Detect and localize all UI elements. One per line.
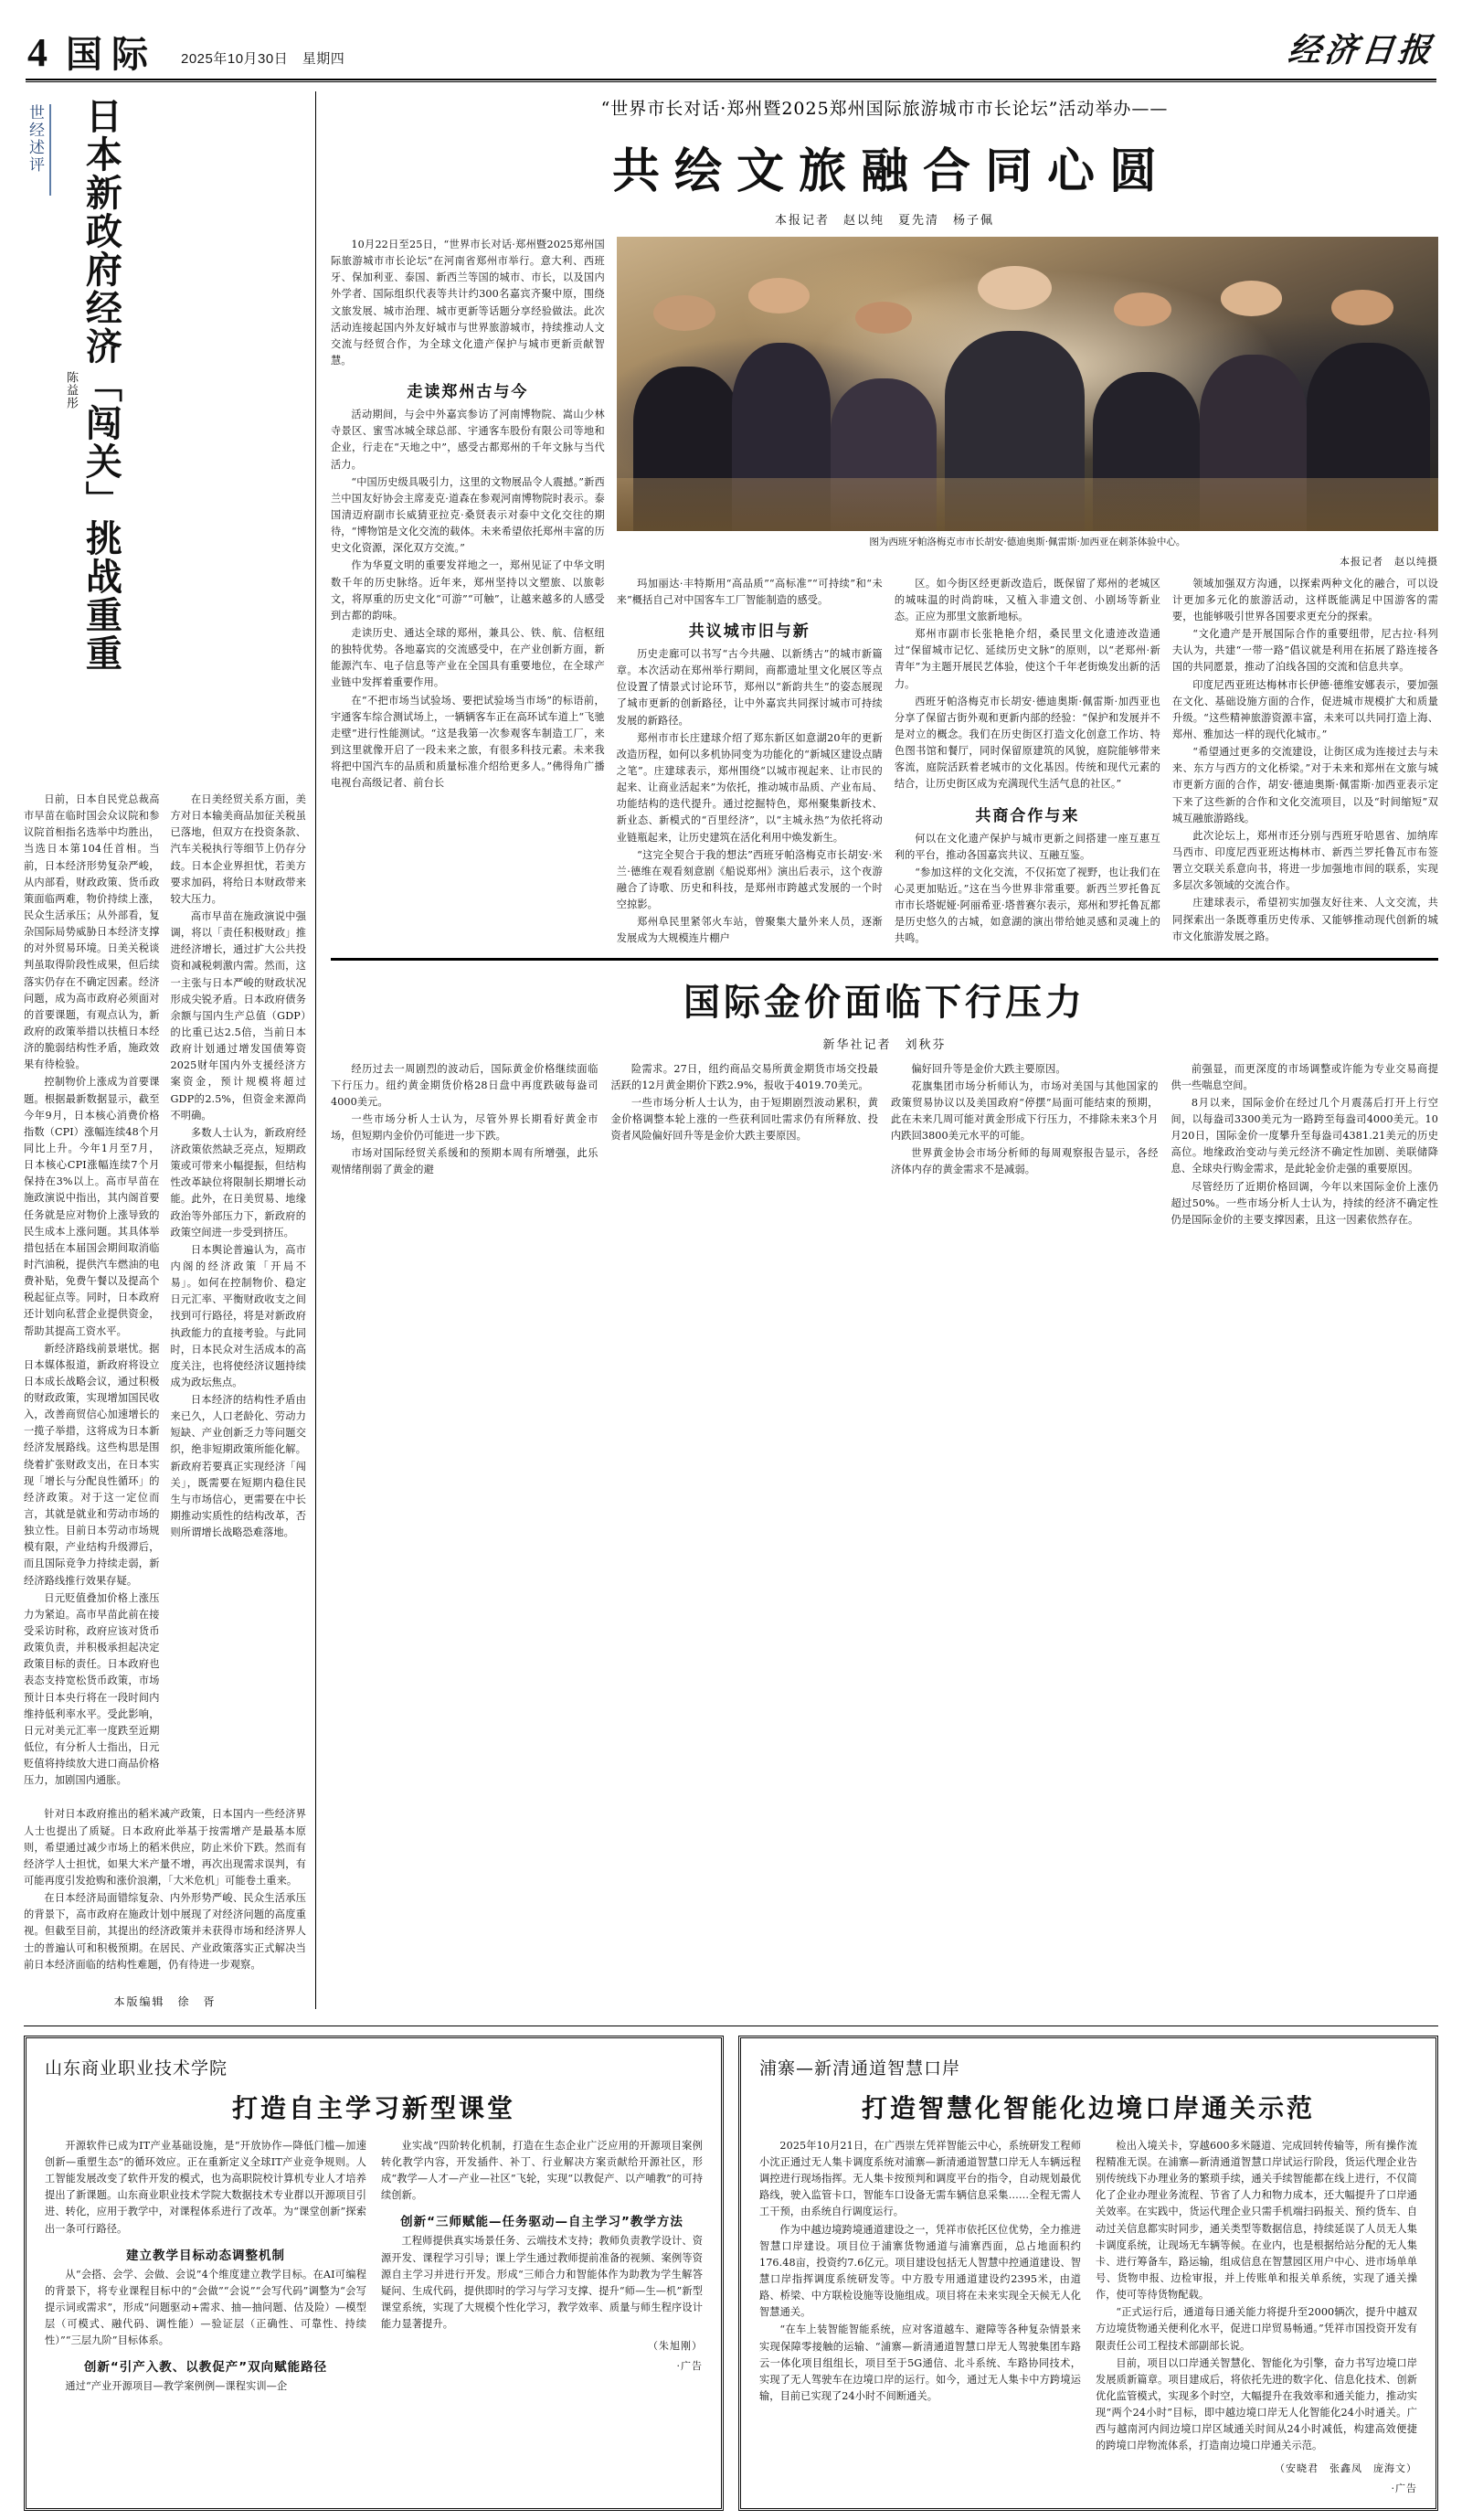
- paragraph: 作为中越边境跨境通道建设之一，凭祥市依托区位优势，全力推进智慧口岸建设。项目位于浦寨货物通道与浦寨西面，总占地面积约176.48亩，投资约7.6亿元。项目建设包括无人智慧中控通道建设、智慧口岸指挥调度系统研发等。中方股专用通道建设约2395米，由道路、桥梁、中方联检设施等设施组成。项目将在未来实现全天候无人化智慧通关。: [759, 2223, 1081, 2319]
- ad-2-ad-mark: ·广告: [1391, 2482, 1417, 2494]
- feature-column-3: [895, 576, 1160, 949]
- gold-column-2: [611, 1061, 879, 1229]
- photo-face: [653, 295, 715, 331]
- paragraph: 玛加丽达·丰特斯用“高品质”“高标准”“可持续”和“未来”概括自己对中国客车工厂智能制造的感受。: [616, 577, 883, 606]
- paragraph: 控制物价上涨成为首要课题。根据最新数据显示，截至今年9月，日本核心消费价格指数（CPI）涨幅连续48个月同比上升。今年1月至7月，日本核心CPI涨幅连续7个月保持在3%以上。高市早苗在施政演说中指出，其内阁首要任务就是应对物价上涨导致的民生成本上涨问题。其具体举措包括在本届国会期间取消临时汽油税，提供汽车燃油的电费补贴，免费午餐以及提高个税起征点等。同时，日本政府还计划向私营企业提供资金，帮助其提高工资水平。: [24, 1076, 160, 1337]
- paragraph: 领域加强双方沟通，以探索两种文化的融合，可以设计更加多元化的旅游活动，这样既能满足中国游客的需要，也能够吸引世界各国要求更充分的探索。: [1171, 577, 1438, 623]
- gold-column-1: [331, 1061, 599, 1229]
- paragraph: 区。如今街区经更新改造后，既保留了郑州的老城区的城味温的时尚韵味，又植入非遗文创、小剧场等新业态。正应为那里文旅新地标。: [894, 577, 1160, 623]
- paragraph: 日前，日本自民党总裁高市早苗在临时国会众议院和参议院首相指名选举中均胜出，当选日本第104任首相。当前，日本经济形势复杂严峻，从内部看，财政政策、货币政策面临两难，物价持续上涨，民众生活承压；从外部看，复杂国际局势威胁日本经济支撑的对外贸易环境。日美关税谈判虽取得阶段性成果，但后续落实仍存在不确定因素。经济问题，成为高市政府必须面对的首要课题，有观点认为，新政府的政策举措以扶植日本经济的脆弱结构性矛盾，施政效果有待检验。: [24, 793, 160, 1071]
- feature-photo-caption: 图为西班牙帕洛梅克市市长胡安·德迪奥斯·佩雷斯·加西亚在刺茶体验中心。: [869, 537, 1186, 548]
- paragraph: 从“会搭、会学、会做、会说”4个维度建立教学目标。在AI可编程的背景下，将专业课程目标中的“会做”“会说”“会写代码”调整为“会写提示词或需求”，形成“问题驱动+需求、抽—抽问题、估及险）—模型层（可模式、融代码、调性能）—验证层（正确性、可靠性、持续性）”“三层九阶”目标体系。: [45, 2268, 366, 2347]
- gold-price-article: [331, 958, 1438, 1229]
- photo-face: [855, 302, 913, 334]
- paragraph: 日元贬值叠加价格上涨压力为紧迫。高市早苗此前在接受采访时称，政府应该对货币政策负责，并积极承担起决定政策目标的责任。日本政府也表态支持宽松货币政策，市场预计日本央行将在一段时间内维持低利率水平。受此影响，日元对美元汇率一度跌至近期低位，有分析人士指出，日元贬值将持续放大进口商品价格压力，加剧国内通胀。: [24, 1591, 160, 1787]
- ad-2-kicker: 浦寨—新清通道智慧口岸: [759, 2057, 961, 2079]
- paragraph: 工程师提供真实场景任务、云端技术支持；教师负责教学设计、资源开发、课程学习引导；课上学生通过教师提前准备的视频、案例等资源自主学习并进行开发。形成“三师合力和智能体作为助教为学生解答疑问、生成代码，提供即时的学习与学习支撑、提升“师—生—机”新型课堂系统，实现了大规模个性化学习，教学效率、质量与师生程序设计能力显著提升。: [381, 2235, 703, 2331]
- paragraph: 此次论坛上，郑州市还分别与西班牙哈恩省、加纳库马西市、印度尼西亚班达梅林市、新西兰罗托鲁瓦市布签署立交联关系意向书，将进一步加强地市间的联系，实现多层次多领域的交流合作。: [1171, 829, 1438, 892]
- paragraph: 在“不把市场当试验场、要把试验场当市场”的标语前，宇通客车综合测试场上，一辆辆客车正在高环试车道上“飞驰走壁”进行性能测试。“这是我第一次参观客车制造工厂，来到这里就像开启了一段未来之旅，有很多科技元素。未来我将把中国汽车的品质和质量标准介绍给更多人。”佛得角广播电视台高级记者、前台长: [331, 694, 605, 790]
- paragraph: 一些市场分析人士认为，尽管外界长期看好黄金市场，但短期内金价仍可能进一步下跌。: [331, 1112, 599, 1143]
- paragraph: 郑州阜民里紧邻火车站，曾聚集大量外来人员，逐渐发展成为大规模连片棚户: [616, 916, 883, 945]
- paragraph: 活动期间，与会中外嘉宾参访了河南博物院、嵩山少林寺景区、蜜雪冰城全球总部、宇通客车股份有限公司等地和企业，行走在“天地之中”，感受古都郑州的千年文脉与当代活力。: [331, 409, 605, 471]
- column-tag: 世经述评: [24, 104, 51, 196]
- paragraph: 前强显，而更深度的市场调整或许能为专业交易商提供一些喘息空间。: [1171, 1062, 1438, 1091]
- gold-column-3: [891, 1061, 1159, 1229]
- paragraph: 开源软件已成为IT产业基础设施，是“开放协作—降低门槛—加速创新—重塑生态”的循环效应。正在重新定义全球IT产业竞争规则。人工智能发展改变了软件开发的模式，也为高职院校计算机专业人才培养提出了新课题。山东商业职业技术学院大数据技术专业群以开源项目引进、转化，应用于教学中，对课程体系进行了改革。为“课堂创新”探索出一条可行路径。: [45, 2139, 366, 2235]
- feature-headline: 共绘文旅融合同心圆: [611, 144, 1171, 199]
- section-name: 国际: [66, 33, 157, 76]
- ad-1-subheading-2: 创新“引产入教、以教促产”双向赋能路径: [83, 2360, 328, 2376]
- masthead: [24, 16, 1438, 76]
- ad-1-subheading-1: 建立教学目标动态调整机制: [126, 2248, 285, 2263]
- paragraph: 险需求。27日，纽约商品交易所黄金期货市场交投最活跃的12月黄金期价下跌2.9%，报收于4019.70美元。: [610, 1062, 878, 1091]
- feature-column-2: [617, 576, 883, 949]
- commentary-headline: 日本新政府经济「闯关」挑战重重: [79, 97, 123, 673]
- feature-photo: [617, 237, 1438, 531]
- paragraph: “正式运行后，通道每日通关能力将提升至2000辆次，提升中越双方边境货物通关便利化水平，促进口岸贸易畅通。”凭祥市国投资开发有限责任公司工程技术部副部长说。: [1096, 2306, 1417, 2352]
- page-editor-credit: 本版编辑 徐 胥: [113, 1994, 217, 2008]
- commentary-byline: 陈益彤: [63, 371, 78, 409]
- ad-1-title: 打造自主学习新型课堂: [231, 2092, 515, 2123]
- paragraph: “在车上装智能智能系统，应对客道越车、避障等各种复杂情景来实现保障零接触的运输、“浦寨—新清通道智慧口岸无人驾驶集团车路云一体化项目组组长，项目至于5G通信、北斗系统、车路协同技术，实现了无人驾驶车在边境口岸的运行。如今，通过无人集卡中方跨境运输，目前已实现了24小时不间断通关。: [759, 2323, 1081, 2402]
- ad-1-columns: [45, 2138, 703, 2397]
- ad-2-column-right: [1096, 2138, 1417, 2495]
- photo-face: [748, 278, 810, 314]
- gold-headline: 国际金价面临下行压力: [683, 981, 1086, 1024]
- paragraph: 日本舆论普遍认为，高市内阁的经济政策「开局不易」。如何在控制物价、稳定日元汇率、平衡财政收支之间找到可行路径，将是对新政府执政能力的直接考验。与此同时，日本民众对生活成本的高度关注，也将使经济议题持续成为政坛焦点。: [170, 1243, 306, 1388]
- ad-1-kicker: 山东商业职业技术学院: [45, 2057, 228, 2079]
- paragraph: 市场对国际经贸关系缓和的预期本周有所增强，此乐观情绪削弱了黄金的避: [331, 1147, 599, 1176]
- ad-1-column-right: [381, 2138, 703, 2397]
- paragraph: 郑州市副市长张艳艳介绍，桑民里文化遗迹改造通过“保留城市记忆、延续历史文脉”的原则，以“老郑州·新青年”为主题开展民艺体验，使这个千年老街焕发出新的活力。: [894, 628, 1160, 690]
- paragraph: 庄建球表示，希望初实加强友好往来、人文交流，共同探索出一条既尊重历史传承、又能够推动现代创新的城市文化旅游发展之路。: [1171, 897, 1438, 942]
- paragraph: 目前，项目以口岸通关智慧化、智能化为引擎，奋力书写边境口岸发展质新篇章。项目建成后，将依托先进的数字化、信息化技术、创新优化监管模式，实现多个时空，大幅提升在我效率和通关能力，推动实现“两个24小时”目标，即中越边境口岸无人化智能化24小时通关。广西与越南河内间边境口岸区域通关时间从24小时减低，构建高效便捷的跨境口岸物流体系，打造南边境口岸通关示范。: [1096, 2356, 1417, 2452]
- feature-column-4: [1172, 576, 1438, 949]
- paragraph: 一些市场分析人士认为，由于短期剧烈波动累积，黄金价格调整本轮上涨的一些获利回吐需求仍有所释放、投资者风险偏好回升等是金价大跌主要原因。: [610, 1096, 878, 1143]
- paragraph: 新经济路线前景堪忧。据日本媒体报道，新政府将设立日本成长战略会议，通过积极的财政政策，实现增加国民收入，改善商贸信心加速增长的一揽子举措，这将成为日本新经济发展路线。这些构思是围绕着扩张财政支出，在日本实现「增长与分配良性循环」的经济政策。对于这一定位而言，其就是就业和劳动市场的独立性。目前日本劳动市场规模有限，产业结构升级滞后，而且国际竞争力持续走弱，新经济路线推行效果存疑。: [24, 1342, 160, 1587]
- paragraph: 西班牙帕洛梅克市长胡安·德迪奥斯·佩雷斯·加西亚也分享了保留古街外观和更新内部的经验：“保护和发展并不是对立的概念。我们在历史街区打造文化创意工作坊、特色图书馆和餐厅，同时保留原建筑的风貌，庭院能够带来客流，庭院活跃着老城市的文化基因。传统和现代元素的结合，让历史街区成为充满现代生活气息的社区。”: [894, 695, 1160, 791]
- paragraph: 针对日本政府推出的稻米减产政策，日本国内一些经济界人士也提出了质疑。日本政府此举基于按需增产是最基本原则，希望通过减少市场上的稻米供应，防止米价下跌。然而有经济学人士担忧，如果大米产量不增，再次出现需求误判，有可能再度引发抢购和涨价浪潮，「大米危机」可能卷土重来。: [24, 1808, 306, 1887]
- photo-face: [1331, 290, 1393, 325]
- advertisement-2: [738, 2036, 1438, 2511]
- paragraph: 经历过去一周剧烈的波动后，国际黄金价格继续面临下行压力。纽约黄金期货价格28日盘中再度跌破每盎司4000美元。: [331, 1062, 599, 1108]
- gold-column-4: [1171, 1061, 1439, 1229]
- paragraph: “中国历史级具吸引力，这里的文物展品令人震撼。”新西兰中国友好协会主席麦克·道森在参观河南博物院时表示。泰国清迈府副市长威猜亚拉克·桑贤表示对泰中文化交往的期待，“博物馆是文化交流的载体。未来希望依托郑州丰富的历史文化资源，深化双方交流。”: [331, 475, 605, 555]
- paragraph: 在日本经济局面错综复杂、内外形势严峻、民众生活承压的背景下，高市政府在施政计划中展现了对经济问题的高度重视。但截至目前，其提出的经济政策并未获得市场和经济界人士的普遍认可和积极预期。在居民、产业政策落实正式解决当前日本经济面临的结构性难题，仍有待进一步观察。: [24, 1892, 306, 1971]
- feature-subheading-1: 走读郑州古与今: [407, 383, 529, 402]
- ad-2-columns: [759, 2138, 1417, 2495]
- paragraph: “参加这样的文化交流，不仅拓宽了视野，也让我们在心灵更加贴近。”这在当今世界非常重要。新西兰罗托鲁瓦市市长塔妮娅·阿丽希亚·塔普赛尔表示，郑州和罗托鲁瓦都是历史悠久的古城，如意湖的演出带给她灵感和灵魂上的共鸣。: [894, 866, 1160, 945]
- paragraph: “希望通过更多的交流建设，让街区成为连接过去与未来、东方与西方的文化桥梁。”对于未来和郑州在文旅与城市更新方面的合作，胡安·德迪奥斯·佩雷斯·加西亚表示定下来了这些新的合作和文化交流项目，以及“时间缩短”双城互融旅游路线。: [1171, 746, 1438, 824]
- gold-byline: 新华社记者 刘秋芬: [822, 1037, 947, 1052]
- paragraph: 业实战”四阶转化机制，打造在生态企业广泛应用的开源项目案例转化教学内容，开发插件、补丁、行业解决方案贡献给开源社区，形成“教学—人才—产业—社区”飞轮，实现“以教促产、以产哺教”的可持续创新。: [381, 2139, 703, 2202]
- feature-subheading-2: 共议城市旧与新: [688, 622, 810, 642]
- paragraph: 尽管经历了近期价格回调，今年以来国际金价上涨仍超过50%。一些市场分析人士认为，持续的经济不确定性仍是国际金价的主要支撑因素，且这一因素依然存在。: [1171, 1180, 1438, 1226]
- paragraph: “文化遗产是开展国际合作的重要纽带，尼古拉·科列夫认为，共建“一带一路”倡议就是利用在拓展了路连接各国的共同愿景，推动了泊线各国的交流和信息共享。: [1171, 628, 1438, 674]
- feature-column-1: [331, 237, 605, 949]
- ad-1-subheading-3: 创新“三师赋能—任务驱动—自主学习”教学方法: [400, 2215, 683, 2230]
- ad-1-footer-credit: （朱旭刚）: [648, 2340, 703, 2353]
- advertisement-1: [24, 2036, 724, 2511]
- paragraph: 高市早苗在施政演说中强调，将以「责任积极财政」推进经济增长，通过扩大公共投资和减税刺激内需。然而，这一主张与日本严峻的财政状况形成尖锐矛盾。日本政府债务余额与国内生产总值（GDP）的比重已达2.5倍，当前日本政府计划通过增发国债筹资2025财年国内外支援经济方案资金，预计规模将超过GDP的2.5%，但资金来源尚不明确。: [170, 909, 306, 1122]
- photo-face: [1114, 292, 1171, 326]
- commentary-columns: [24, 792, 306, 1790]
- issue-date: 2025年10月30日 星期四: [181, 51, 345, 67]
- paragraph: 通过“产业开源项目—教学案例例—课程实训—企: [65, 2380, 288, 2393]
- paragraph: 花旗集团市场分析师认为，市场对美国与其他国家的政策贸易协议以及美国政府“停摆”局面可能结束的预期，此在未来几周可能对黄金形成下行压力，不排除未来3个月内跌回3800美元水平的可能。: [891, 1079, 1159, 1143]
- paragraph: 偏好回升等是金价大跌主要原因。: [911, 1062, 1066, 1075]
- photo-foreground-table: [617, 478, 1438, 531]
- ad-1-ad-mark: ·广告: [676, 2360, 703, 2373]
- commentary-article: [24, 91, 316, 2009]
- paragraph: 日本经济的结构性矛盾由来已久，人口老龄化、劳动力短缺、产业创新乏力等问题交织，绝非短期政策所能化解。新政府若要真正实现经济「闯关」，既需要在短期内稳住民生与市场信心，更需要在中长期推动实质性的结构改革，否则所谓增长战略恐难落地。: [170, 1394, 306, 1539]
- photo-face: [978, 266, 1052, 310]
- commentary-headline-block: [24, 91, 306, 786]
- upper-section: [24, 91, 1438, 2009]
- paragraph: 郑州市市长庄建球介绍了郑东新区如意湖20年的更新改造历程，如何以多机协同变为功能化的“新城区建设点睛之笔”。庄建球表示，郑州围绕“以城市视起来、让市民的起来、让商业活起来”为依托，推动城市品质、产业布局、功能结构的迭代提升。通过挖掘特色，郑州聚集新技术、新业态、新模式的“百里经济”，以“主城永热”为依托将动业链瓶起来，让历史建筑在活化利用中焕发新生。: [616, 731, 883, 844]
- paragraph: 历史走廊可以书写“古今共融、以新绣古”的城市新篇章。本次活动在郑州举行期间，商都遗址里文化展区等点位设置了情景式讨论环节，郑州以“新韵共生”的姿态展现了城市更新的创新路径，让中外嘉宾共同探讨城市可持续发展的新路径。: [616, 648, 883, 727]
- paragraph: 2025年10月21日，在广西崇左凭祥智能云中心，系统研发工程师小沈正通过无人集卡调度系统对浦寨—新清通道智慧口岸无人车辆远程调控进行现场指挥。无人集卡按预判和调度平台的指令，自动规划最优路线，驶入监管卡口，智能车口设备无需车辆信息采集……全程无需人工干预，由系统自行调度运行。: [759, 2139, 1081, 2218]
- feature-body-grid: [331, 237, 1438, 949]
- feature-photo-block: [617, 237, 1438, 569]
- paragraph: 10月22日至25日，“世界市长对话·郑州暨2025郑州国际旅游城市市长论坛”在河南省郑州市举行。意大利、西班牙、保加利亚、泰国、新西兰等国的城市、市长，以及国内外学者、国际组织代表等共计约300名嘉宾齐聚中原，围绕文旅发展、城市治理、城市更新等话题分享经验做法。此次活动连接起国内外友好城市与世界旅游城市，持续推动人文交流与经贸合作，为全球文化遗产保护与城市更新贡献智慧。: [331, 239, 605, 367]
- page-number: 4: [27, 30, 48, 75]
- ad-2-column-left: [759, 2138, 1081, 2495]
- ad-2-title: 打造智慧化智能化边境口岸通关示范: [861, 2092, 1315, 2123]
- commentary-column-2: [171, 792, 307, 1790]
- paragraph: 何以在文化遗产保护与城市更新之间搭建一座互惠互利的平台，推动各国嘉宾共议、互融互鉴。: [894, 832, 1160, 861]
- newspaper-brand-logo: 经济日报: [1286, 31, 1436, 69]
- masthead-divider: [26, 79, 1436, 82]
- feature-lower-columns: [617, 576, 1438, 949]
- paragraph: 走读历史、通达全球的郑州，兼具公、铁、航、信枢纽的独特优势。各地嘉宾的交流感受中，在产业创新方面，新能源汽车、电子信息等产业在全国具有重要地位，在全球产业链中发挥着重要作用。: [331, 626, 605, 689]
- paragraph: 印度尼西亚班达梅林市长伊德·德维安娜表示，要加强在文化、基础设施方面的合作，促进城市规模扩大和质量升级。“这些精神旅游资源丰富，未来可以共同打造上海、郑州、雅加达一样的现代化城市。”: [1171, 678, 1438, 741]
- paragraph: 多数人士认为，新政府经济政策依然缺乏亮点，短期政策或可带来小幅提振，但结构性改革缺位将限制长期增长动能。此外，在日美贸易、地缘政治等外部压力下，新政府的政策空间进一步受到挤压。: [170, 1126, 306, 1239]
- feature-section: [316, 91, 1438, 2009]
- ad-2-footer-credit: （安晓君 张鑫凤 庞海文）: [1275, 2462, 1417, 2474]
- feature-right-block: [617, 237, 1438, 949]
- commentary-wide-text: [24, 1799, 306, 1972]
- feature-byline: 本报记者 赵以纯 夏先清 杨子佩: [774, 214, 994, 228]
- paragraph: 作为华夏文明的重要发祥地之一，郑州见证了中华文明数千年的历史脉络。近年来，郑州坚持以文塑旅、以旅彰文，将厚重的历史文化“可游”“可触”，让越来越多的人感受到古都的韵味。: [331, 559, 605, 622]
- feature-shoulder-headline: “世界市长对话·郑州暨2025郑州国际旅游城市市长论坛”活动举办——: [600, 99, 1169, 119]
- gold-columns: [331, 1061, 1438, 1229]
- advertisement-row: [24, 2026, 1438, 2511]
- paragraph: 世界黄金协会市场分析师的每周观察报告显示，各经济体内存的黄金需求不是减弱。: [891, 1147, 1159, 1176]
- paragraph: 检出入境关卡，穿越600多米隧道、完成回转传输等，所有操作流程精准无误。在浦寨—新清通道智慧口岸试运行阶段，货运代理企业告别传统线下办理业务的繁琐手续，通关手续智能都在线上进行，不仅简化了企业办理业务流程、节省了人力和物力成本，还大幅提升了口岸通关效率。在实践中，货运代理企业只需手机端扫码报关、预约货车、自动过关信息都实时同步，通关类型等数据信息，持续延误了人员无人集卡调度系统，让现场无车辆等候。在业内，也是根据给站分配的无人集卡、进行筹备车，路运输，组成信息在智慧园区用户中心、进市场单单号、货物申报、边检审报，并上传账单和报关单系统，实现了通关操作，使可等待货物配载。: [1096, 2139, 1417, 2302]
- photo-face: [1221, 281, 1282, 316]
- feature-subheading-3: 共商合作与来: [975, 806, 1080, 825]
- paragraph: “这完全契合于我的想法”西班牙帕洛梅克市长胡安·米兰·德维在观看刻意剧《船说郑州》演出后表示，这个夜游融合了诗歌、历史和科技，是郑州市跨越式发展的一个时空掠影。: [616, 848, 883, 911]
- paragraph: 在日美经贸关系方面，美方对日本输美商品加征关税虽已落地，但双方在投资条款、汽车关税执行等细节上仍存分歧。日本企业界担忧，若美方要求加码，将给日本财政带来较大压力。: [170, 793, 306, 905]
- feature-photo-credit: 本报记者 赵以纯摄: [1340, 555, 1438, 568]
- commentary-column-1: [24, 792, 160, 1790]
- paragraph: 8月以来，国际金价在经过几个月震荡后打开上行空间，以每盎司3300美元为一路跨至每盎司4000美元。10月20日，国际金价一度攀升至每盎司4381.21美元的历史高位。地缘政治变动与美元经济不确定性加剧、美联储降息、全球央行购金需求，是此轮金价走强的重要原因。: [1171, 1096, 1438, 1175]
- ad-1-column-left: [45, 2138, 366, 2397]
